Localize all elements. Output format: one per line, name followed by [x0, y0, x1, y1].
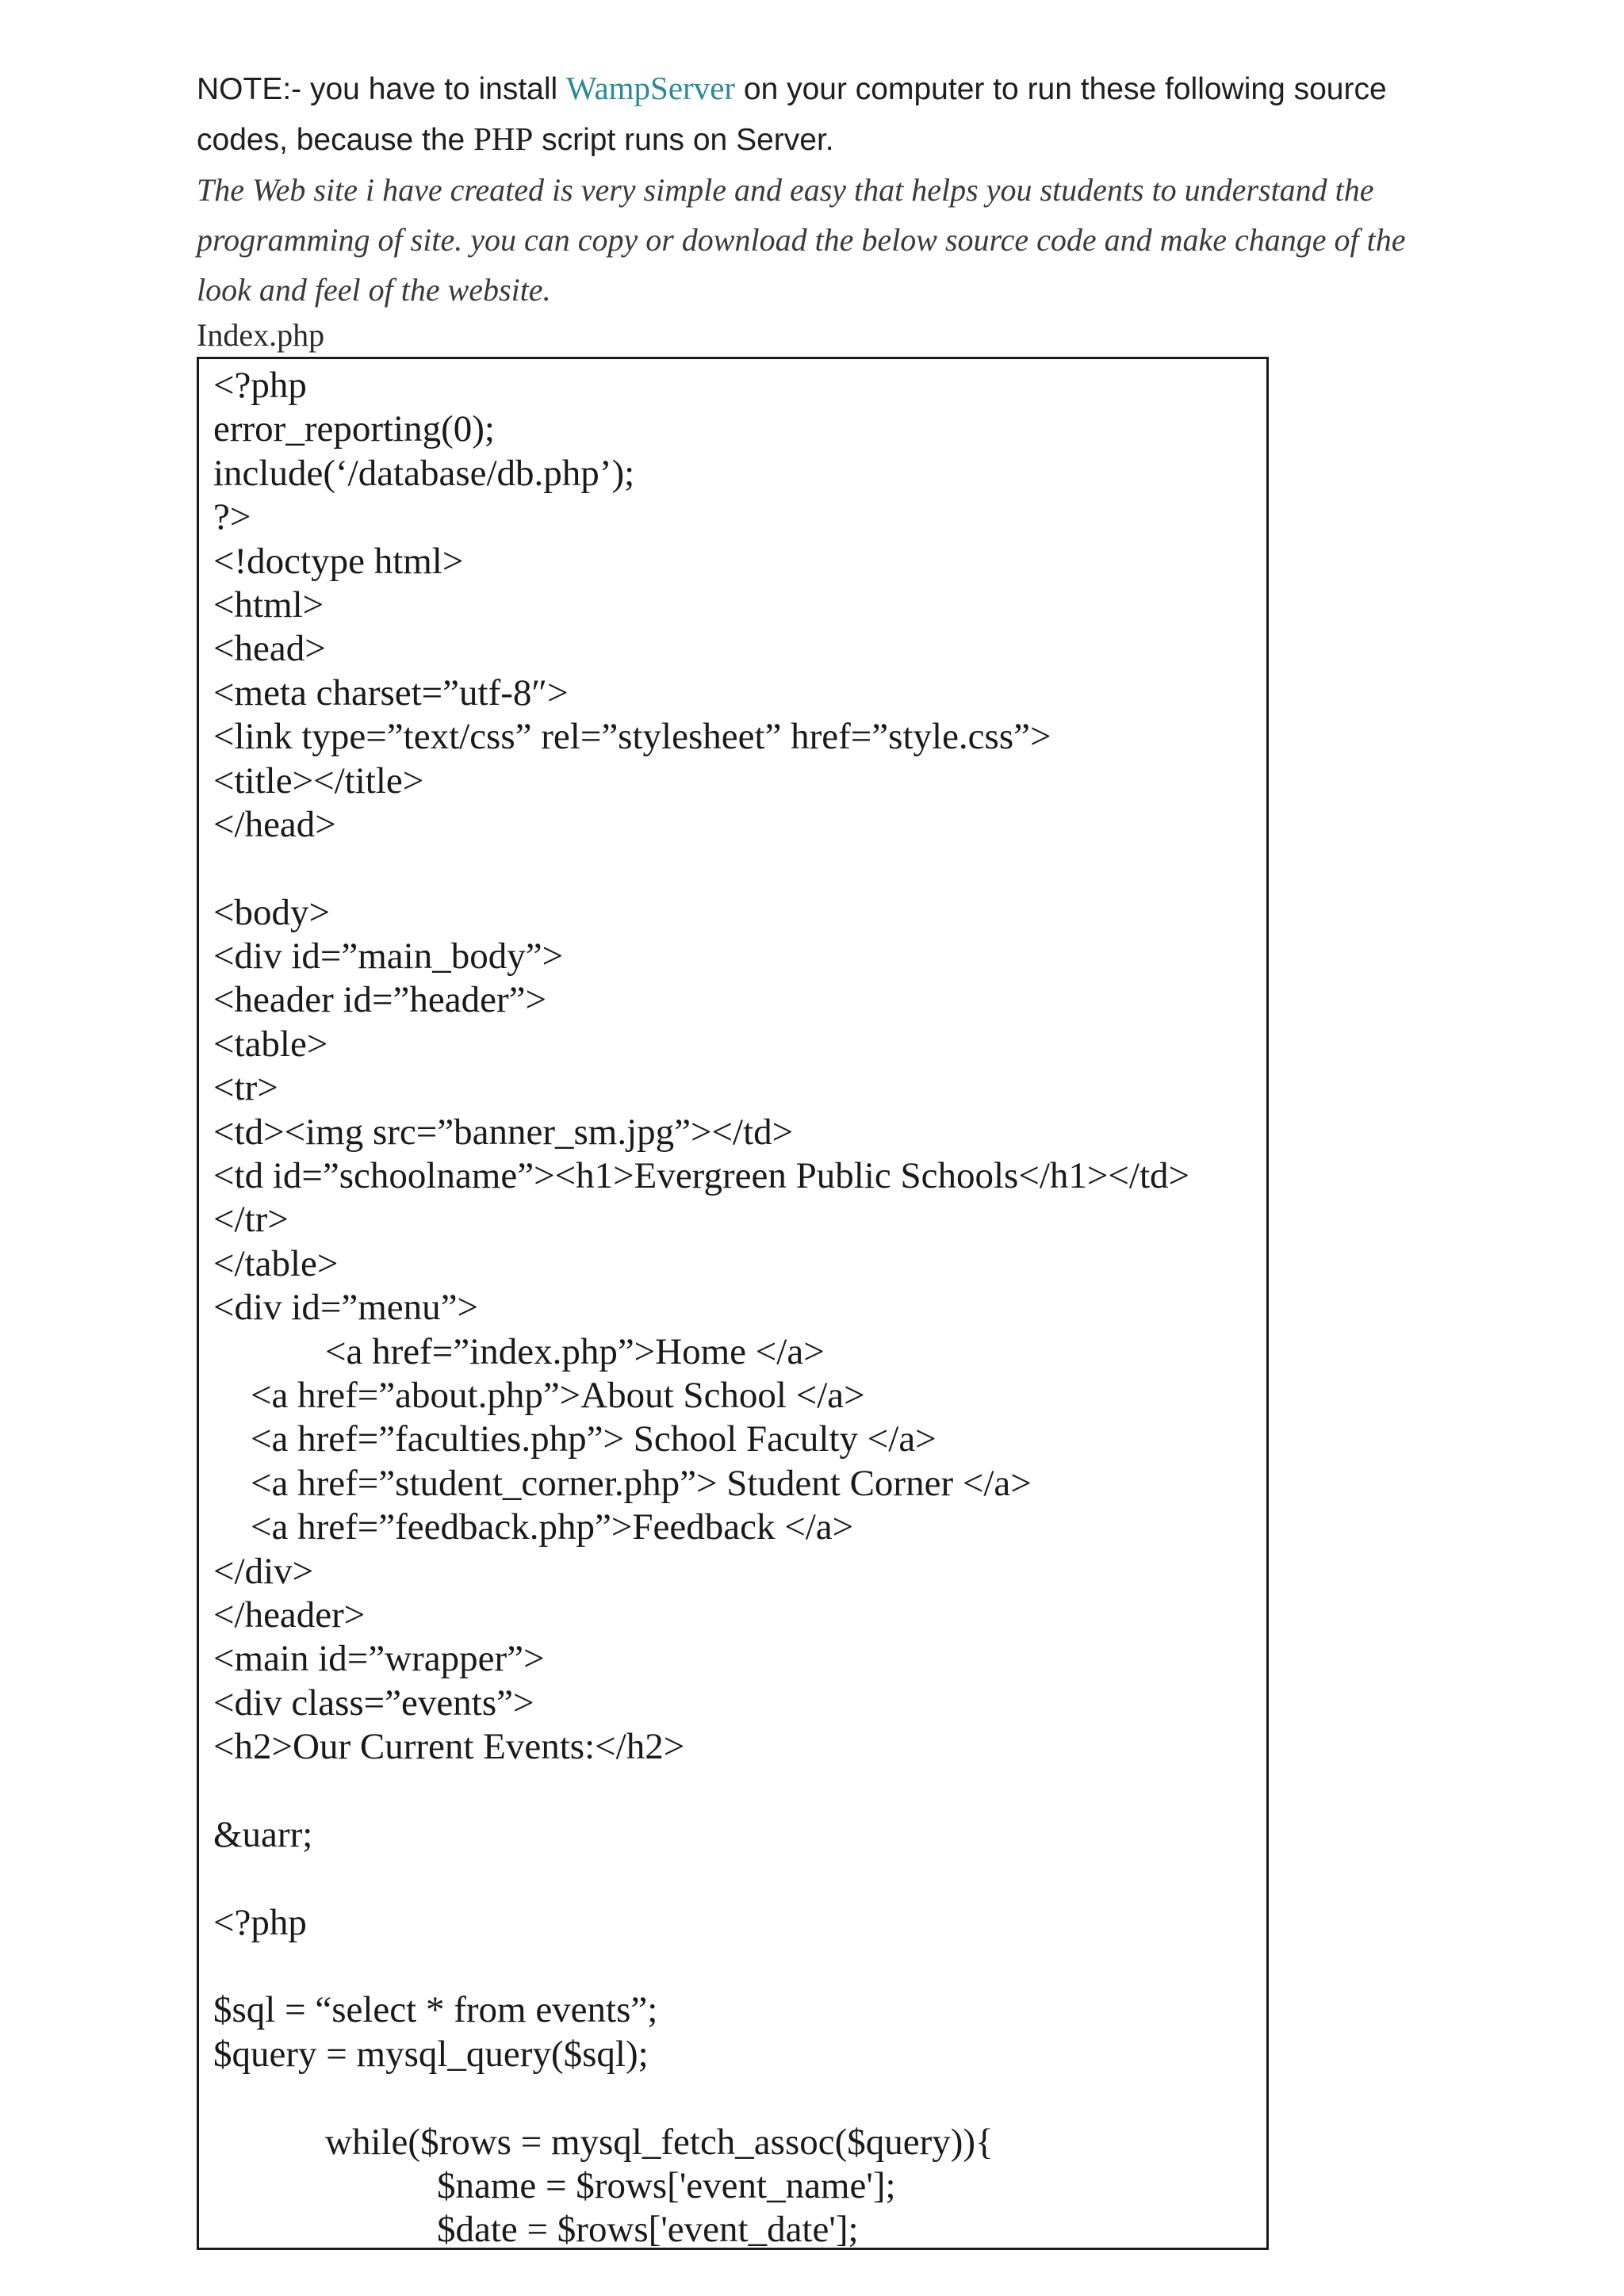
code-line: <link type=”text/css” rel=”stylesheet” href=”style.css”> [213, 716, 1051, 758]
note-middle: on your computer to run these following source codes, because the [197, 72, 1387, 157]
code-line: include(‘/database/db.php’); [213, 452, 635, 494]
code-line: <title></title> [213, 760, 424, 802]
wampserver-link[interactable]: WampServer [566, 70, 736, 106]
code-line [213, 2076, 1189, 2120]
code-line: </div> [213, 1550, 314, 1592]
code-line [213, 1857, 1189, 1900]
code-line: <main id=”wrapper”> [213, 1638, 545, 1680]
code-line: <table> [213, 1023, 328, 1065]
code-line: $query = mysql_query($sql); [213, 2033, 649, 2075]
code-line: $sql = “select * from events”; [213, 1989, 658, 2031]
code-line: <body> [213, 891, 331, 933]
code-line: <h2>Our Current Events:</h2> [213, 1726, 685, 1768]
code-line: <a href=”student_corner.php”> Student Corner </a> [213, 1462, 1032, 1504]
note-prefix: NOTE:- you have to install [197, 72, 567, 106]
code-line: while($rows = mysql_fetch_assoc($query)){ [213, 2121, 994, 2163]
file-name-label: Index.php [197, 317, 325, 353]
install-note [197, 63, 1434, 165]
code-line [213, 1945, 1189, 1988]
code-line: <a href=”feedback.php”>Feedback </a> [213, 1506, 854, 1548]
note-suffix: script runs on Server. [533, 123, 834, 157]
code-line: <header id=”header”> [213, 979, 547, 1021]
code-line: <div id=”menu”> [213, 1287, 479, 1329]
code-line: <td id=”schoolname”><h1>Evergreen Public Schools</h1></td> [213, 1155, 1190, 1197]
php-word: PHP [473, 121, 534, 157]
code-line: </header> [213, 1594, 366, 1636]
code-line: <meta charset=”utf-8″> [213, 672, 569, 714]
code-line: <a href=”faculties.php”> School Faculty </a> [213, 1418, 936, 1460]
code-line: <div id=”main_body”> [213, 936, 564, 978]
code-line: error_reporting(0); [213, 408, 495, 450]
code-line: <a href=”about.php”>About School </a> [213, 1374, 865, 1416]
code-line: <?php [213, 365, 307, 406]
code-line [213, 1770, 1189, 1813]
code-line: $date = $rows['event_date']; [213, 2209, 859, 2250]
code-line: <a href=”index.php”>Home </a> [213, 1330, 825, 1372]
code-line: </head> [213, 803, 336, 845]
code-line: <head> [213, 628, 326, 670]
code-line: <?php [213, 1901, 307, 1943]
code-line: </tr> [213, 1199, 289, 1241]
code-line: ?> [213, 496, 251, 538]
code-line: <td><img src=”banner_sm.jpg”></td> [213, 1111, 794, 1153]
code-lines [213, 364, 1189, 2250]
page-content [197, 63, 1434, 356]
code-line: <!doctype html> [213, 540, 464, 582]
code-line: </table> [213, 1242, 339, 1284]
code-line: <html> [213, 584, 324, 626]
code-line [213, 847, 1189, 890]
code-line: <div class=”events”> [213, 1682, 534, 1724]
code-line: &uarr; [213, 1813, 313, 1855]
intro-paragraph: The Web site i have created is very simple and easy that helps you students to understand the programming of site. you can copy or download the below source code and make change of the look and feel of the website. [197, 172, 1406, 308]
code-line: <tr> [213, 1067, 278, 1109]
code-line: $name = $rows['event_name']; [213, 2165, 896, 2207]
code-block [197, 357, 1269, 2250]
